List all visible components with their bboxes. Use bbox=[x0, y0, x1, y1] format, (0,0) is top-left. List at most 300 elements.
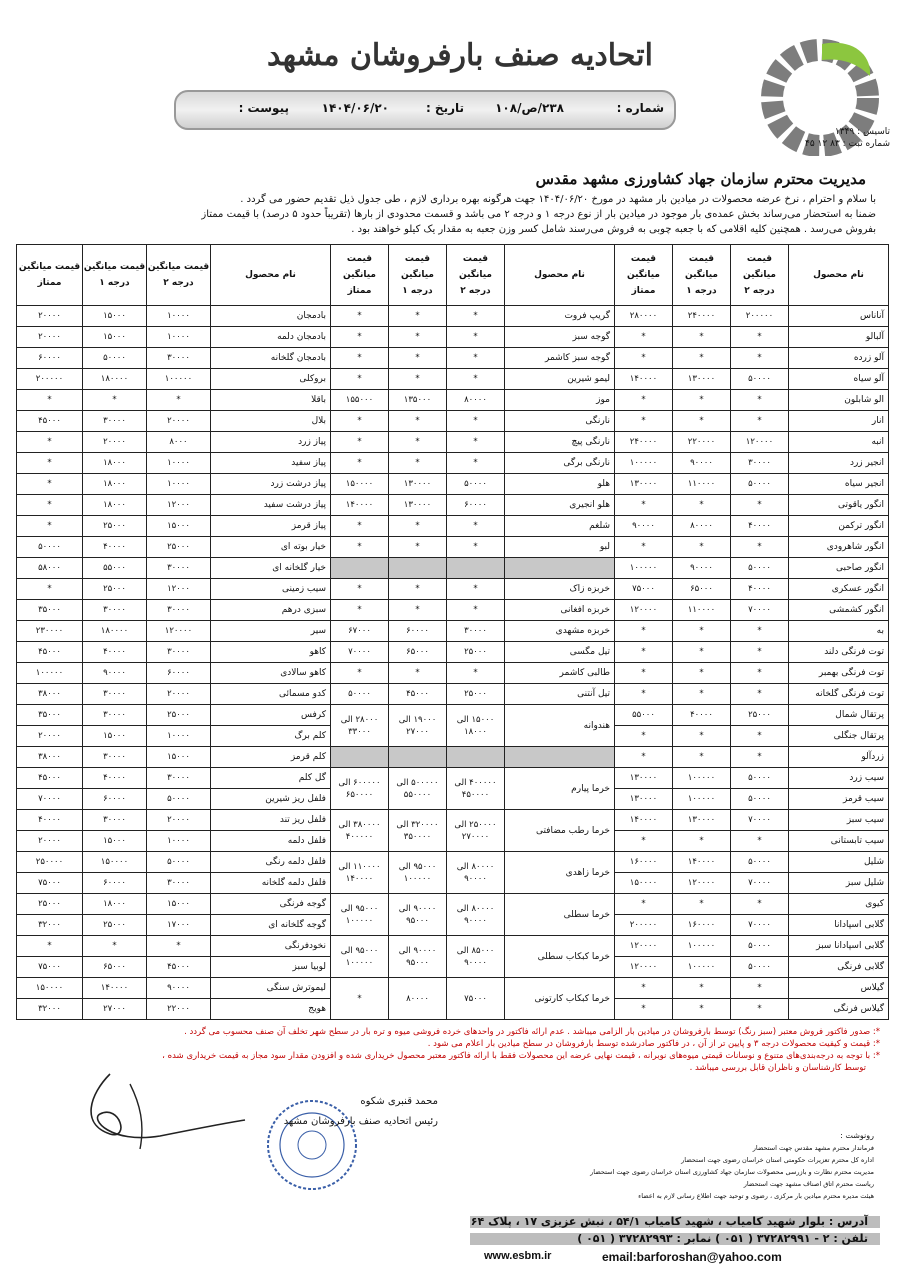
price-cell: * bbox=[389, 516, 447, 537]
price-cell: * bbox=[615, 348, 673, 369]
price-cell: ۱۸۰۰۰۰ bbox=[83, 369, 147, 390]
price-cell: * bbox=[447, 306, 505, 327]
email-link[interactable]: email:barforoshan@yahoo.com bbox=[602, 1250, 782, 1264]
price-cell: ۸۰۰۰۰ bbox=[447, 390, 505, 411]
product-name: نخودفرنگی bbox=[211, 936, 331, 957]
product-name: سیب قرمز bbox=[789, 789, 889, 810]
price-cell: ۱۵۰۰۰ bbox=[147, 516, 211, 537]
price-cell: * bbox=[673, 411, 731, 432]
signer-name: محمد قنبری شکوه bbox=[360, 1096, 438, 1107]
price-cell: ۸۰۰۰۰ bbox=[389, 978, 447, 1020]
price-cell: ۱۳۰۰۰۰ bbox=[615, 789, 673, 810]
price-cell: ۳۰۰۰۰ bbox=[83, 747, 147, 768]
price-cell: ۴۵۰۰۰ bbox=[17, 642, 83, 663]
price-cell: ۳۸۰۰۰۰ الی ۴۰۰۰۰۰ bbox=[331, 810, 389, 852]
price-cell: ۲۰۰۰۰۰ bbox=[731, 306, 789, 327]
price-cell: ۱۵۰۰۰۰ bbox=[83, 852, 147, 873]
product-name: سیب سبز bbox=[789, 810, 889, 831]
price-cell: ۲۵۰۰۰ bbox=[83, 579, 147, 600]
header-price: قیمت میانگین درجه ۲ bbox=[447, 245, 505, 306]
price-cell: ۲۵۰۰۰ bbox=[147, 705, 211, 726]
price-cell: ۱۴۰۰۰۰ bbox=[673, 852, 731, 873]
website-link[interactable]: www.esbm.ir bbox=[484, 1250, 552, 1262]
price-cell: ۲۰۰۰۰ bbox=[147, 810, 211, 831]
product-name: خربزه مشهدی bbox=[505, 621, 615, 642]
price-cell: * bbox=[17, 936, 83, 957]
price-cell: * bbox=[673, 537, 731, 558]
product-name: توت فرنگی گلخانه bbox=[789, 684, 889, 705]
price-cell: ۱۰۰۰۰۰ bbox=[673, 957, 731, 978]
price-cell: ۶۰۰۰۰ bbox=[447, 495, 505, 516]
price-cell: ۴۵۰۰۰ bbox=[17, 411, 83, 432]
price-cell: ۱۰۰۰۰ bbox=[147, 831, 211, 852]
price-cell: ۱۵۰۰۰ bbox=[147, 894, 211, 915]
product-name: شلغم bbox=[505, 516, 615, 537]
product-name: آلو زرده bbox=[789, 348, 889, 369]
price-cell: * bbox=[731, 894, 789, 915]
product-name: گلابی فرنگی bbox=[789, 957, 889, 978]
product-name: توت فرنگی دلند bbox=[789, 642, 889, 663]
union-title: اتحادیه صنف بارفروشان مشهد bbox=[267, 38, 653, 73]
handwritten-signature bbox=[70, 1064, 250, 1154]
price-cell: ۳۵۰۰۰ bbox=[17, 600, 83, 621]
price-cell: * bbox=[615, 831, 673, 852]
price-cell: ۱۸۰۰۰ bbox=[83, 474, 147, 495]
price-cell: ۱۵۰۰۰ bbox=[83, 831, 147, 852]
cc-line: اداره کل محترم تعزیرات حکومتی استان خراسان رضوی جهت استحضار bbox=[681, 1156, 874, 1164]
price-cell: ۵۰۰۰۰ bbox=[17, 537, 83, 558]
product-name: انگور کشمشی bbox=[789, 600, 889, 621]
product-name: فلفل دلمه رنگی bbox=[211, 852, 331, 873]
price-cell: ۱۱۰۰۰۰ bbox=[673, 600, 731, 621]
product-name: هلو bbox=[505, 474, 615, 495]
price-cell: * bbox=[447, 327, 505, 348]
price-cell: * bbox=[731, 411, 789, 432]
price-cell: ۱۰۰۰۰۰ bbox=[615, 558, 673, 579]
table-row bbox=[17, 432, 889, 453]
price-cell: ۷۰۰۰۰ bbox=[731, 600, 789, 621]
price-cell: * bbox=[447, 663, 505, 684]
price-cell: ۶۰۰۰۰ bbox=[83, 789, 147, 810]
table-row bbox=[17, 768, 889, 789]
price-cell: * bbox=[331, 432, 389, 453]
empty-cell bbox=[505, 558, 615, 579]
price-cell: ۵۵۰۰۰ bbox=[83, 558, 147, 579]
price-cell: ۱۲۰۰۰۰ bbox=[615, 936, 673, 957]
price-cell: ۲۰۰۰۰۰ bbox=[17, 369, 83, 390]
price-cell: ۱۹۰۰۰ الی ۲۷۰۰۰ bbox=[389, 705, 447, 747]
price-cell: * bbox=[731, 348, 789, 369]
price-cell: * bbox=[389, 453, 447, 474]
product-name: کلم برگ bbox=[211, 726, 331, 747]
price-cell: * bbox=[17, 516, 83, 537]
price-cell: * bbox=[731, 831, 789, 852]
product-name: لبو bbox=[505, 537, 615, 558]
price-cell: ۱۳۰۰۰۰ bbox=[389, 474, 447, 495]
product-name: گوجه فرنگی bbox=[211, 894, 331, 915]
product-name: پرتقال شمال bbox=[789, 705, 889, 726]
price-cell: ۷۵۰۰۰ bbox=[615, 579, 673, 600]
price-cell: * bbox=[615, 999, 673, 1020]
price-cell: * bbox=[731, 684, 789, 705]
product-name: خرما کبکاب کارتونی bbox=[505, 978, 615, 1020]
price-cell: ۸۰۰۰۰ الی ۹۰۰۰۰ bbox=[447, 894, 505, 936]
price-cell: * bbox=[731, 642, 789, 663]
product-name: آلو سیاه bbox=[789, 369, 889, 390]
price-cell: ۱۵۰۰۰ الی ۱۸۰۰۰ bbox=[447, 705, 505, 747]
price-cell: * bbox=[389, 369, 447, 390]
price-cell: ۴۰۰۰۰ bbox=[731, 579, 789, 600]
product-name: فلفل ریز تند bbox=[211, 810, 331, 831]
product-name: باقلا bbox=[211, 390, 331, 411]
price-cell: ۱۰۰۰۰۰ bbox=[673, 768, 731, 789]
price-cell: * bbox=[731, 747, 789, 768]
price-cell: * bbox=[389, 306, 447, 327]
price-cell: ۱۰۰۰۰۰ bbox=[17, 663, 83, 684]
price-cell: ۸۰۰۰۰ bbox=[673, 516, 731, 537]
product-name: خرما پیارم bbox=[505, 768, 615, 810]
price-cell: * bbox=[673, 642, 731, 663]
product-name: پیاز درشت زرد bbox=[211, 474, 331, 495]
price-cell: * bbox=[331, 306, 389, 327]
price-cell: * bbox=[331, 516, 389, 537]
price-cell: ۲۴۰۰۰۰ bbox=[615, 432, 673, 453]
price-cell: * bbox=[673, 495, 731, 516]
price-cell: * bbox=[389, 663, 447, 684]
price-cell: ۴۰۰۰۰ bbox=[731, 516, 789, 537]
cc-line: ریاست محترم اتاق اصناف مشهد جهت استحضار bbox=[743, 1180, 874, 1188]
price-cell: ۳۰۰۰۰ bbox=[147, 873, 211, 894]
price-cell: ۵۵۰۰۰ bbox=[615, 705, 673, 726]
product-name: خیار گلخانه ای bbox=[211, 558, 331, 579]
number-label: شماره : bbox=[616, 101, 664, 115]
price-cell: ۳۲۰۰۰ bbox=[17, 915, 83, 936]
price-cell: ۹۰۰۰۰ الی ۹۵۰۰۰ bbox=[389, 894, 447, 936]
price-cell: * bbox=[83, 936, 147, 957]
price-cell: ۱۰۰۰۰ bbox=[147, 327, 211, 348]
signer-position: رئیس اتحادیه صنف بارفروشان مشهد bbox=[283, 1116, 438, 1127]
product-name: خربزه افغانی bbox=[505, 600, 615, 621]
table-row bbox=[17, 684, 889, 705]
price-cell: * bbox=[673, 831, 731, 852]
table-row bbox=[17, 663, 889, 684]
price-cell: ۱۷۰۰۰ bbox=[147, 915, 211, 936]
price-cell: * bbox=[447, 411, 505, 432]
table-row bbox=[17, 642, 889, 663]
price-cell: ۲۲۰۰۰۰ bbox=[673, 432, 731, 453]
product-name: کاهو سالادی bbox=[211, 663, 331, 684]
price-cell: ۲۵۰۰۰ bbox=[17, 894, 83, 915]
product-name: لوبیا سبز bbox=[211, 957, 331, 978]
product-name: فلفل دلمه bbox=[211, 831, 331, 852]
product-name: آناناس bbox=[789, 306, 889, 327]
price-cell: ۷۰۰۰۰ bbox=[731, 810, 789, 831]
product-name: پیاز سفید bbox=[211, 453, 331, 474]
note-line: *: با توجه به درجه‌بندی‌های متنوع و نوسانات قیمتی میوه‌های نوبرانه ، قیمت نهایی عرضه این محصولات فقط با ارائه فاکتور معتبر محصول خریداری شده و افزودن مقدار سود مجاز به قیمت خریداری شده ، bbox=[162, 1051, 880, 1061]
price-cell: ۶۷۰۰۰ bbox=[331, 621, 389, 642]
date-label: تاریخ : bbox=[425, 101, 464, 115]
price-cell: ۲۴۰۰۰۰ bbox=[673, 306, 731, 327]
table-row bbox=[17, 516, 889, 537]
price-cell: ۳۰۰۰۰ bbox=[83, 411, 147, 432]
price-cell: * bbox=[447, 600, 505, 621]
price-cell: * bbox=[389, 411, 447, 432]
price-cell: ۵۰۰۰۰ bbox=[731, 936, 789, 957]
addressee: مدیریت محترم سازمان جهاد کشاورزی مشهد مقدس bbox=[535, 170, 866, 188]
price-cell: * bbox=[83, 390, 147, 411]
footer-phone: تلفن : ۲ - ۳۷۲۸۲۹۹۱ ( ۰۵۱ ) نمابر : ۳۷۲۸۲۹۹۳ ( ۰۵۱ ) bbox=[577, 1232, 868, 1245]
price-cell: ۳۰۰۰۰ bbox=[147, 768, 211, 789]
price-cell: ۲۵۰۰۰ bbox=[83, 915, 147, 936]
product-name: خربزه زاک bbox=[505, 579, 615, 600]
product-name: پیاز قرمز bbox=[211, 516, 331, 537]
note-line: *: صدور فاکتور فروش معتبر (سبز رنگ) توسط بارفروشان در میادین بار الزامی میباشد . عدم ارائه فاکتور در واحدهای خرده فروشی میوه و تره بار در سطح شهر تخلف آن صنف محسوب می گردد . bbox=[184, 1027, 880, 1037]
price-cell: ۹۰۰۰۰ bbox=[673, 558, 731, 579]
product-name: بادمجان دلمه bbox=[211, 327, 331, 348]
price-cell: ۵۰۰۰۰ bbox=[147, 789, 211, 810]
product-name: گوجه سبز کاشمر bbox=[505, 348, 615, 369]
header-price: قیمت میانگین درجه ۲ bbox=[147, 245, 211, 306]
price-cell: ۲۵۰۰۰۰ bbox=[17, 852, 83, 873]
price-cell: ۱۰۰۰۰ bbox=[147, 453, 211, 474]
product-name: تیل آنتنی bbox=[505, 684, 615, 705]
price-cell: * bbox=[389, 348, 447, 369]
price-cell: ۲۵۰۰۰ bbox=[447, 642, 505, 663]
table-row bbox=[17, 621, 889, 642]
number-value: ۲۳۸/ص/۱۰۸ bbox=[495, 101, 564, 115]
header-product-name: نام محصول bbox=[789, 245, 889, 306]
price-cell: ۱۳۰۰۰۰ bbox=[615, 474, 673, 495]
price-cell: * bbox=[731, 978, 789, 999]
intro-line: با سلام و احترام ، نرخ عرضه محصولات در میادین بار مشهد در مورخ ۱۴۰۴/۰۶/۲۰ جهت هرگونه بهره برداری لازم ، طی جدول ذیل تقدیم حضور می گردد . bbox=[240, 194, 876, 205]
product-name: سیب زمینی bbox=[211, 579, 331, 600]
price-cell: * bbox=[673, 348, 731, 369]
cc-line: مدیریت محترم نظارت و بازرسی محصولات سازمان جهاد کشاورزی استان خراسان رضوی جهت استحضار bbox=[590, 1168, 874, 1176]
signer-block bbox=[258, 1092, 438, 1132]
price-cell: * bbox=[615, 411, 673, 432]
price-cell: ۶۵۰۰۰ bbox=[673, 579, 731, 600]
price-cell: ۳۲۰۰۰ bbox=[17, 999, 83, 1020]
price-cell: * bbox=[17, 432, 83, 453]
table-row bbox=[17, 369, 889, 390]
price-cell: ۳۵۰۰۰ bbox=[17, 705, 83, 726]
price-cell: * bbox=[615, 894, 673, 915]
price-cell: * bbox=[447, 537, 505, 558]
price-cell: * bbox=[731, 663, 789, 684]
price-cell: ۱۲۰۰۰۰ bbox=[673, 873, 731, 894]
price-cell: ۲۰۰۰۰۰ bbox=[615, 915, 673, 936]
price-cell: ۱۵۰۰۰ bbox=[83, 327, 147, 348]
price-cell: ۷۰۰۰۰ bbox=[731, 915, 789, 936]
product-name: به bbox=[789, 621, 889, 642]
price-cell: ۲۵۰۰۰ bbox=[447, 684, 505, 705]
price-cell: * bbox=[147, 936, 211, 957]
price-cell: * bbox=[615, 390, 673, 411]
table-row bbox=[17, 936, 889, 957]
product-name: انگور عسکری bbox=[789, 579, 889, 600]
product-name: انار bbox=[789, 411, 889, 432]
table-row bbox=[17, 411, 889, 432]
price-cell: ۱۰۰۰۰۰ bbox=[615, 453, 673, 474]
price-table bbox=[16, 244, 889, 1020]
price-cell: * bbox=[17, 579, 83, 600]
price-cell: * bbox=[389, 600, 447, 621]
price-cell: ۸۰۰۰ bbox=[147, 432, 211, 453]
product-name: نارنگی پیچ bbox=[505, 432, 615, 453]
price-cell: ۳۰۰۰۰ bbox=[447, 621, 505, 642]
price-cell: * bbox=[731, 495, 789, 516]
product-name: کاهو bbox=[211, 642, 331, 663]
table-row bbox=[17, 852, 889, 873]
price-cell: * bbox=[673, 663, 731, 684]
price-cell: * bbox=[389, 432, 447, 453]
price-cell: ۱۲۰۰۰ bbox=[147, 579, 211, 600]
price-cell: * bbox=[673, 390, 731, 411]
price-cell: * bbox=[447, 516, 505, 537]
header-price: قیمت میانگین درجه ۱ bbox=[673, 245, 731, 306]
product-name: انگور صاحبی bbox=[789, 558, 889, 579]
price-cell: * bbox=[615, 621, 673, 642]
price-cell: ۲۸۰۰۰۰ bbox=[615, 306, 673, 327]
product-name: فلفل دلمه گلخانه bbox=[211, 873, 331, 894]
price-cell: ۱۵۰۰۰ bbox=[83, 306, 147, 327]
price-cell: ۲۰۰۰۰ bbox=[147, 684, 211, 705]
price-cell: ۶۰۰۰۰ bbox=[147, 663, 211, 684]
product-name: آلبالو bbox=[789, 327, 889, 348]
price-cell: ۱۲۰۰۰ bbox=[147, 495, 211, 516]
price-cell: ۱۴۰۰۰۰ bbox=[615, 810, 673, 831]
price-cell: * bbox=[331, 579, 389, 600]
table-body bbox=[17, 306, 889, 1020]
product-name: گل کلم bbox=[211, 768, 331, 789]
price-cell: ۱۳۰۰۰۰ bbox=[389, 495, 447, 516]
price-cell: * bbox=[17, 474, 83, 495]
price-cell: * bbox=[615, 747, 673, 768]
price-cell: * bbox=[673, 726, 731, 747]
price-cell: ۱۵۰۰۰ bbox=[83, 726, 147, 747]
price-cell: ۱۴۰۰۰۰ bbox=[615, 369, 673, 390]
header-price: قیمت میانگین درجه ۱ bbox=[83, 245, 147, 306]
price-cell: ۱۱۰۰۰۰ الی ۱۴۰۰۰۰ bbox=[331, 852, 389, 894]
product-name: کدو مسمائی bbox=[211, 684, 331, 705]
product-name: گریپ فروت bbox=[505, 306, 615, 327]
product-name: کرفس bbox=[211, 705, 331, 726]
price-cell: * bbox=[17, 453, 83, 474]
carbon-copy bbox=[514, 1130, 874, 1202]
product-name: بادمجان گلخانه bbox=[211, 348, 331, 369]
price-cell: ۵۸۰۰۰ bbox=[17, 558, 83, 579]
price-cell: ۵۰۰۰۰ bbox=[447, 474, 505, 495]
table-row bbox=[17, 453, 889, 474]
price-cell: ۴۵۰۰۰ bbox=[389, 684, 447, 705]
price-cell: ۳۰۰۰۰ bbox=[731, 453, 789, 474]
product-name: گوجه گلخانه ای bbox=[211, 915, 331, 936]
price-cell: * bbox=[673, 621, 731, 642]
price-cell: ۲۸۰۰۰ الی ۳۳۰۰۰ bbox=[331, 705, 389, 747]
price-cell: ۹۵۰۰۰ الی ۱۰۰۰۰۰ bbox=[389, 852, 447, 894]
empty-cell bbox=[447, 558, 505, 579]
price-cell: ۳۲۰۰۰۰ الی ۳۵۰۰۰۰ bbox=[389, 810, 447, 852]
price-cell: ۴۵۰۰۰ bbox=[147, 957, 211, 978]
intro-line: ضمنا به استحضار می‌رساند بخش عمده‌ی بار موجود در میادین بار از نوع درجه ۱ و درجه ۲ می باشد و قسمت محدودی از بارها (تقریباً حدود ۵ درصد) با قیمت ممتاز bbox=[201, 209, 876, 220]
price-cell: ۱۵۰۰۰۰ bbox=[331, 474, 389, 495]
price-cell: ۳۸۰۰۰ bbox=[17, 684, 83, 705]
price-cell: * bbox=[447, 579, 505, 600]
price-cell: ۳۰۰۰۰ bbox=[83, 810, 147, 831]
product-name: انبه bbox=[789, 432, 889, 453]
price-cell: ۵۰۰۰۰ bbox=[731, 852, 789, 873]
price-cell: ۵۰۰۰۰ bbox=[731, 789, 789, 810]
letter-ribbon bbox=[174, 90, 676, 130]
price-cell: ۱۰۰۰۰۰ bbox=[673, 936, 731, 957]
empty-cell bbox=[389, 747, 447, 768]
price-cell: ۲۵۰۰۰۰ الی ۲۷۰۰۰۰ bbox=[447, 810, 505, 852]
product-name: خرما زاهدی bbox=[505, 852, 615, 894]
price-cell: ۵۰۰۰۰ bbox=[731, 957, 789, 978]
cc-line: هیئت مدیره محترم میادین بار مرکزی ، رضوی و توحید جهت اطلاع رسانی لازم به اعضاء bbox=[638, 1192, 874, 1200]
price-cell: * bbox=[147, 390, 211, 411]
price-cell: ۶۰۰۰۰۰ الی ۶۵۰۰۰۰ bbox=[331, 768, 389, 810]
price-cell: ۶۰۰۰۰ bbox=[17, 348, 83, 369]
price-cell: ۱۲۰۰۰۰ bbox=[615, 600, 673, 621]
price-cell: * bbox=[731, 726, 789, 747]
product-name: طالبی کاشمر bbox=[505, 663, 615, 684]
price-cell: ۸۵۰۰۰ الی ۹۰۰۰۰ bbox=[447, 936, 505, 978]
cc-title: رونوشت : bbox=[840, 1131, 874, 1140]
price-cell: * bbox=[731, 537, 789, 558]
price-cell: ۵۰۰۰۰ bbox=[731, 369, 789, 390]
product-name: زردآلو bbox=[789, 747, 889, 768]
empty-cell bbox=[331, 747, 389, 768]
price-cell: ۵۰۰۰۰ bbox=[331, 684, 389, 705]
price-cell: ۲۳۰۰۰۰ bbox=[17, 621, 83, 642]
price-cell: * bbox=[331, 978, 389, 1020]
price-cell: ۲۰۰۰۰ bbox=[17, 726, 83, 747]
price-cell: * bbox=[731, 327, 789, 348]
price-cell: ۱۸۰۰۰ bbox=[83, 894, 147, 915]
price-cell: ۷۵۰۰۰ bbox=[17, 957, 83, 978]
price-cell: ۳۰۰۰۰ bbox=[147, 642, 211, 663]
empty-cell bbox=[389, 558, 447, 579]
product-name: انگور ترکمن bbox=[789, 516, 889, 537]
product-name: سیب تابستانی bbox=[789, 831, 889, 852]
price-cell: * bbox=[731, 999, 789, 1020]
price-cell: ۶۵۰۰۰ bbox=[389, 642, 447, 663]
price-cell: * bbox=[673, 999, 731, 1020]
registration-number: شماره ثبت : ۸۳ ۱۲ ۴۵ bbox=[805, 139, 890, 149]
header-price: قیمت میانگین ممتاز bbox=[17, 245, 83, 306]
price-cell: ۱۰۰۰۰ bbox=[147, 474, 211, 495]
product-name: سبزی درهم bbox=[211, 600, 331, 621]
price-cell: ۲۵۰۰۰ bbox=[147, 537, 211, 558]
product-name: توت فرنگی بهمبر bbox=[789, 663, 889, 684]
price-cell: * bbox=[389, 537, 447, 558]
price-cell: * bbox=[447, 432, 505, 453]
price-cell: * bbox=[331, 663, 389, 684]
price-cell: ۴۰۰۰۰ bbox=[17, 810, 83, 831]
price-cell: ۹۰۰۰۰ الی ۹۵۰۰۰ bbox=[389, 936, 447, 978]
table-row bbox=[17, 558, 889, 579]
product-name: هلو انجیری bbox=[505, 495, 615, 516]
price-cell: ۴۰۰۰۰ bbox=[673, 705, 731, 726]
price-cell: ۴۰۰۰۰ bbox=[83, 768, 147, 789]
price-cell: ۶۰۰۰۰ bbox=[389, 621, 447, 642]
price-cell: ۱۱۰۰۰۰ bbox=[673, 474, 731, 495]
product-name: پیاز زرد bbox=[211, 432, 331, 453]
empty-cell bbox=[447, 747, 505, 768]
header-price: قیمت میانگین ممتاز bbox=[615, 245, 673, 306]
price-cell: ۳۰۰۰۰ bbox=[83, 600, 147, 621]
